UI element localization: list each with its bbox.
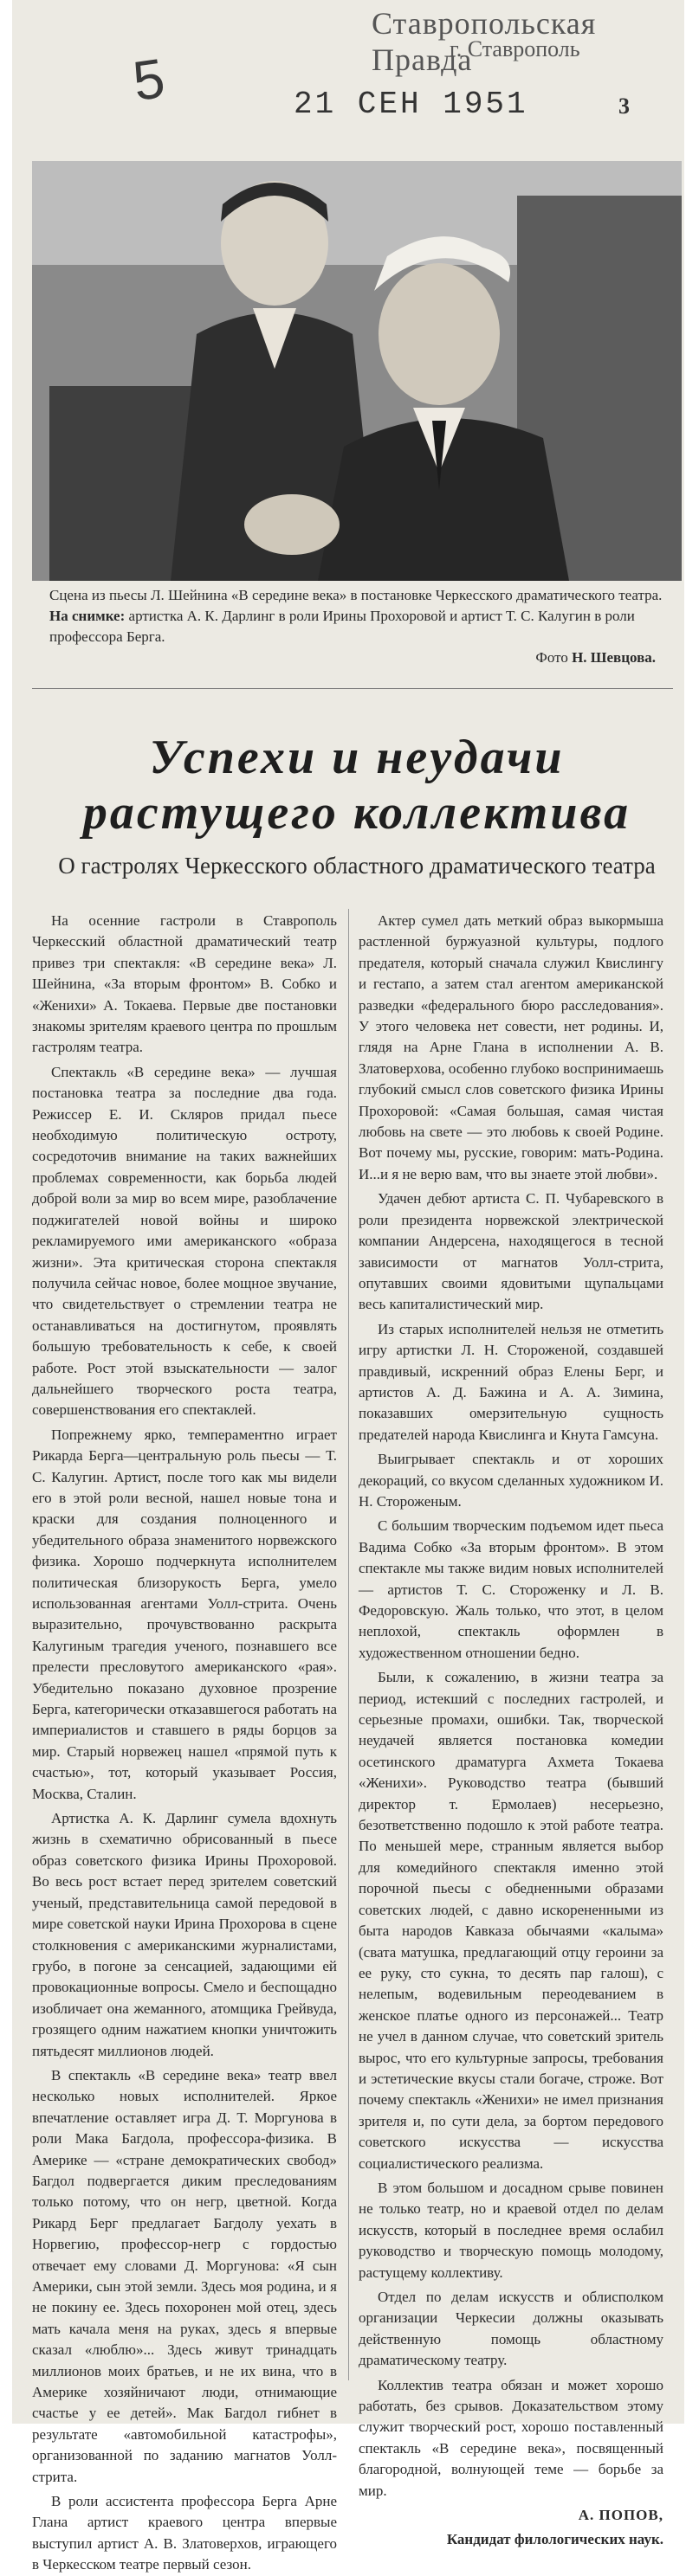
author-title: Кандидат филологических наук.	[446, 2531, 663, 2548]
paragraph: На осенние гастроли в Ставрополь Черкесский областной драматический театр привез три спектакля: «В середине века» Л. Шейнина, «За вторым фронтом» В. Собко и «Женихи» А. Токаева. Первые две постановки знакомы зрителям краевого центра по прошлым гастролям театра.	[32, 912, 337, 1056]
column-divider	[348, 909, 349, 2380]
paragraph: Спектакль «В середине века» — лучшая постановка театра за последние два года. Режиссер Е. И. Скляров придал пьесе необходимую политическую остроту, сосредоточив внимание на таких важнейших проблемах современности, как борьба людей доброй воли за мир во всем мире, разоблачение поджигателей новой войны и широко рекламируемого ими американского «образа жизни». Эта критическая сторона спектакля получила сейчас новое, более мощное звучание, что свидетельствует о стремлении театра не останавливаться на достигнутом, проявлять большую требовательность к себе, к своей работе. Рост этой взыскательности — залог дальнейшего творческого роста театра, совершенствования его спектаклей.	[32, 1063, 337, 1419]
paragraph: Были, к сожалению, в жизни театра за период, истекший с последних гастролей, и серьезные промахи, ошибки. Так, творческой неудачей является постановка комедии осетинского драматурга Ахмета Токаева «Женихи». Руководство театра (бывший директор т. Ермолаев) несерьезно, безответственно подошло к этой работе театра. По меньшей мере, странным является выбор для комедийного спектакля именно этой порочной пьесы с обедненными образами советских людей, с давно искорененными из быта народов Кавказа обычаями «калыма» (свата матушка, предлагающий отцу героини за ее руку, сто сукна, то десять пар галош), с нелепым, водевильным переодеванием в женское платье одного из персонажей... Театр не учел в данном случае, что советский зритель вырос, что его культурные запросы, требования и эстетические вкусы стали богаче, строже. Вот почему спектакль «Женихи» не имел признания зрителя и, по сути дела, за бортом передового советского искусства — искусства социалистического реализма.	[359, 1669, 663, 2172]
caption-scene: Сцена из пьесы Л. Шейнина «В середине века» в постановке Черкесского драматического театра.	[49, 587, 663, 603]
article-column-left	[32, 911, 337, 2576]
paragraph: Коллектив театра обязан и может хорошо работать, без срывов. Доказательством этому служит творческий рост, хорошо поставленный спектакль «В середине века», посвященный благородной, волнующей теме — борьбе за мир.	[359, 2376, 663, 2499]
photo-caption	[32, 585, 682, 668]
paragraph: В спектакль «В середине века» театр ввел несколько новых исполнителей. Яркое впечатление оставляет игра Д. Т. Моргунова в роли Мака Багдола, профессора-физика. В Америке — «стране демократических свобод» Багдол подвергается диким преследованиям только потому, что он негр, цветной. Когда Рикард Берг предлагает Багдолу уехать в Норвегию, профессор-негр с гордостью отвечает ему словами Д. Моргунова: «Я сын Америки, сын этой земли. Здесь моя родина, и я не покину ее. Здесь похоронен мой отец, здесь мать качала меня на руках, здесь я впервые сказал «люблю»... Здесь живут тринадцать миллионов моих братьев, и не их вина, что в Америке хозяйничают люди, отнимающие счастье у ее детей». Мак Багдол гибнет в результате «автомобильной катастрофы», организованной по заданию магнатов Уолл-стрита.	[32, 2066, 337, 2485]
paragraph: В этом большом и досадном срыве повинен не только театр, но и краевой отдел по делам искусств, который в последнее время ослабил руководство и творческую помощь молодому, растущему коллективу.	[359, 2179, 663, 2281]
article-headline: Успехи и неудачи растущего коллектива	[82, 731, 631, 840]
newspaper-clipping	[12, 0, 684, 2573]
page-number: 3	[618, 93, 630, 119]
newspaper-name: Ставропольская Правда	[372, 6, 597, 77]
paragraph: Удачен дебют артиста С. П. Чубаревского в роли президента норвежской электрической компании Андерсена, находящегося в тесной зависимости от магнатов Уолл-стрита, опутавших своими ядовитыми щупальцами весь капиталистический мир.	[359, 1190, 663, 1313]
paragraph: Актер сумел дать меткий образ выкормыша растленной буржуазной культуры, подлого предателя, который сначала служил Квислингу и гестапо, а затем стал агентом американской разведки «федерального бюро расследования». У этого человека нет совести, нет родины. И, глядя на Арне Глана в исполнении А. В. Златоверхова, особенно глубоко воспринимаешь глубокий смысл слов советского физика Ирины Прохоровой: «Самая большая, самая чистая любовь на свете — это любовь к своей Родине. Вот почему мы, русские, говорим: мать-Родина. И...и я не верю вам, что вы знаете этой любви».	[359, 912, 663, 1182]
article-column-right	[359, 911, 663, 2551]
date-stamp: 21 СЕН 1951	[294, 87, 528, 122]
paragraph: В роли ассистента профессора Берга Арне Глана артист краевого центра впервые выступил артист А. В. Златоверхов, играющего в Черкесском театре первый сезон.	[32, 2493, 337, 2573]
divider-rule	[32, 688, 673, 689]
stage-photo-image	[32, 161, 682, 581]
photo-credit-label: Фото	[535, 649, 568, 666]
paragraph: Из старых исполнителей нельзя не отметить игру артистки Л. Н. Стороженой, создавшей правдивый, искренний образ Елены Берг, и артистов А. Д. Бажина и А. А. Зимина, показавших омерзительную сущность предателей народа Квислинга и Кнута Гамсуна.	[359, 1320, 663, 1443]
caption-label: На снимке:	[49, 608, 126, 624]
photo-credit-name: Н. Шевцова.	[572, 649, 656, 666]
article-subtitle: О гастролях Черкесского областного драматического театра	[58, 853, 656, 879]
paragraph: Артистка А. К. Дарлинг сумела вдохнуть жизнь в схематично обрисованный в пьесе образ советского физика Ирины Прохоровой. Во весь рост встает перед зрителем советский ученый, представительница самой передовой в мире советской науки Ирина Прохорова в сцене столкновения с американскими журналистами, грубо, в погоне за сенсацией, задающими ей провокационные вопросы. Смело и беспощадно изобличает она жеманного, атомщика Грейвуда, грозящего одним нажатием кнопки уничтожить пятьдесят миллионов людей.	[32, 1810, 337, 2059]
paragraph: Выигрывает спектакль и от хороших декораций, со вкусом сделанных художником И. Н. Стороженым.	[359, 1451, 663, 1510]
masthead	[12, 0, 684, 130]
paragraph: С большим творческим подъемом идет пьеса Вадима Собко «За вторым фронтом». В этом спектакле мы также видим новых исполнителей — артистов Т. С. Стороженку и Л. В. Федоровскую. Жаль только, что этот, в целом неплохой, спектакль оформлен в художественном отношении бедно.	[359, 1517, 663, 1661]
paragraph: Попрежнему ярко, темпераментно играет Рикарда Берга—центральную роль пьесы — Т. С. Калугин. Артист, после того как мы видели его в этой роли весной, нашел новые тона и краски для создания полноценного и убедительного образа знаменитого норвежского физика. Хорошо подчеркнута исполнителем политическая близорукость Берга, умело использованная агентами Уолл-стрита. Очень выразительно, прочувствованно раскрыта Калугиным трагедия ученого, познавшего все прелести пресловутого американского «рая». Убедительно показано духовное прозрение Берга, категорически отказавшегося работать на империалистов и ставшего в ряды борцов за мир. Старый норвежец нашел «прямой путь к счастью», тот, который указывает Россия, Москва, Сталин.	[32, 1426, 337, 1802]
paragraph: Отдел по делам искусств и облисполком организации Черкесии должны оказывать действенную помощь областному драматическому театру.	[359, 2289, 663, 2369]
newspaper-city: г. Ставрополь	[450, 36, 580, 61]
handwritten-number: 5	[129, 46, 169, 113]
author-name: А. ПОПОВ,	[578, 2507, 663, 2524]
caption-cast: артистка А. К. Дарлинг в роли Ирины Прохоровой и артист Т. С. Калугин в роли профессора Берга.	[49, 608, 635, 645]
stage-photo	[32, 161, 682, 581]
